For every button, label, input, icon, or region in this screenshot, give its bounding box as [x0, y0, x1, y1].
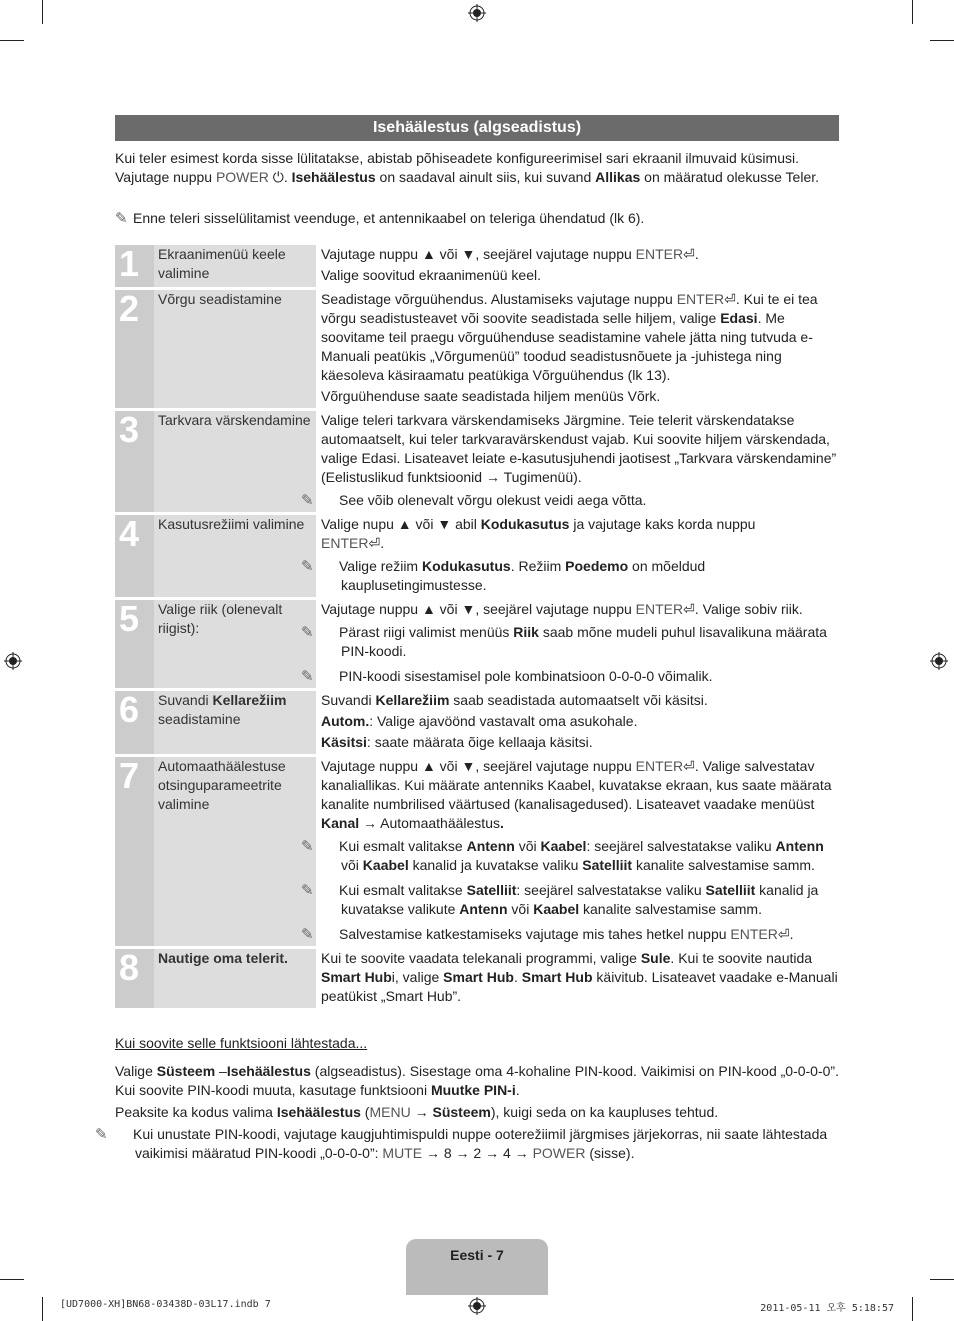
text: → Automaathäälestus — [359, 815, 500, 831]
text: Kellarežiim — [375, 692, 450, 708]
enter-button-text: ENTER — [635, 246, 684, 262]
registration-mark-icon — [468, 1297, 486, 1315]
text: ja vajutage kaks korda nuppu — [569, 516, 756, 532]
text: Isehäälestus — [276, 1104, 361, 1120]
crop-mark — [0, 1279, 24, 1280]
intro-paragraph — [115, 149, 839, 187]
step-label: Valige riik (olenevalt riigist): — [154, 600, 316, 688]
note-text: Enne teleri sisselülitamist veenduge, et antennikaabel on teleriga ühendatud (lk 6). — [133, 210, 645, 226]
text: või — [514, 838, 541, 854]
text: ( — [360, 1104, 370, 1120]
step-number: 3 — [115, 411, 154, 512]
section-title: Isehäälestus (algseadistus) — [115, 115, 839, 141]
step-number: 8 — [115, 949, 154, 1008]
text: Pärast riigi valimist menüüs — [339, 624, 514, 640]
registration-mark-icon — [4, 652, 22, 670]
step-number: 1 — [115, 245, 154, 287]
step-row — [115, 600, 839, 688]
text: Smart Hub — [521, 969, 593, 985]
text: → — [410, 1104, 433, 1120]
enter-button-text: ENTER — [321, 535, 369, 551]
text: Isehäälestus — [226, 1063, 311, 1079]
step-row — [115, 949, 839, 1008]
text: (algseadistus). Sisestage oma 4-kohaline PIN-kood. Vaikimisi on PIN-kood „0-0-0-0”. Kui soovite PIN-koodi muuta, kasutage funktsiooni — [115, 1063, 839, 1098]
text: Antenn — [459, 901, 508, 917]
text: Kui unustate PIN-koodi, vajutage kaugjuhtimispuldi nuppe ooterežiimil järgmises järjekorras, nii saate lähtestada vaikimisi määratud PIN-koodi „0-0-0-0”: — [133, 1126, 828, 1161]
text: või — [341, 857, 363, 873]
text: . — [694, 246, 699, 262]
text: Vajutage nuppu ▲ või ▼, seejärel vajutage nuppu — [321, 758, 636, 774]
text: Sule — [640, 950, 671, 966]
step-row — [115, 411, 839, 512]
text: Smart Hub — [321, 969, 392, 985]
text: : seejärel salvestatakse valiku — [516, 882, 706, 898]
text: Salvestamise katkestamiseks vajutage mis tahes hetkel nuppu — [339, 926, 731, 942]
text: PIN-koodi sisestamisel pole kombinatsioon 0-0-0-0 võimalik. — [339, 668, 713, 684]
text: . Kui te ei tea võrgu seadistusteavet või soovite seadistada selle hiljem, valige — [321, 291, 818, 326]
text: . Valige salvestatav kanaliallikas. Kui määrate antenniks Kaabel, kuvatakse ekraan, kus saate määrata kanalite numbrilised väärtused (kanalisagedused). Lisateavet vaadake menüüst — [321, 758, 832, 812]
text: Poedemo — [565, 558, 629, 574]
text: Edasi — [720, 310, 758, 326]
step-label: Tarkvara värskendamine — [154, 411, 316, 512]
text: kanalid ja kuvatakse valikute — [341, 882, 819, 917]
text: Kodukasutus — [422, 558, 511, 574]
reset-heading: Kui soovite selle funktsiooni lähtestada... — [115, 1035, 368, 1051]
step-number: 5 — [115, 600, 154, 688]
crop-mark — [912, 1297, 913, 1321]
text: (sisse). — [585, 1145, 635, 1161]
text: Suvandi — [321, 692, 376, 708]
registration-mark-icon — [930, 652, 948, 670]
crop-mark — [42, 0, 43, 24]
text: : Valige ajavöönd vastavalt oma asukohale. — [369, 713, 638, 729]
text: . Režiim — [510, 558, 566, 574]
text: Vajutage nuppu ▲ või ▼, seejärel vajutage nuppu — [321, 601, 636, 617]
crop-mark — [0, 40, 24, 41]
pencil-note-icon: ✎ — [301, 492, 314, 509]
enter-icon: ⏎ — [777, 926, 790, 942]
pencil-note-icon: ✎ — [301, 668, 314, 685]
text: Muutke PIN-i — [430, 1082, 516, 1098]
pencil-note-icon: ✎ — [301, 882, 314, 899]
text: Süsteem — [432, 1104, 491, 1120]
intro-text: . — [283, 169, 292, 185]
text: Valige soovitud ekraanimenüü keel. — [321, 267, 541, 283]
text: MUTE — [382, 1145, 423, 1161]
step-description — [316, 949, 839, 1008]
text: → 8 → 2 → 4 → — [422, 1145, 533, 1161]
text: Peaksite ka kodus valima — [115, 1104, 277, 1120]
intro-bold: Allikas — [595, 169, 641, 185]
crop-mark — [912, 0, 913, 24]
text: Satelliit — [582, 857, 633, 873]
text: käivitub. Lisateavet vaadake e-Manuali peatükist „Smart Hub”. — [321, 969, 838, 1004]
power-icon: ⏻ — [272, 169, 284, 185]
text: . — [380, 535, 385, 551]
text: Kaabel — [540, 838, 587, 854]
crop-mark — [42, 1297, 43, 1321]
text: Süsteem — [156, 1063, 216, 1079]
enter-button-text: ENTER — [635, 601, 684, 617]
text: Valige teleri tarkvara värskendamiseks Järgmine. Teie telerit värskendatakse automaatselt, kui teler tarkvaravärskendust vajab. Kui soovite hiljem värskendada, valige Edasi. Lisateavet leiate e-kasutusjuhendi jaotisest „Tarkvara värskendamine” (Eelistuslikud funktsioonid → Tugimenüü). — [321, 412, 837, 485]
text: Valige — [115, 1063, 157, 1079]
text: kanalid ja kuvatakse valiku — [408, 857, 583, 873]
text: Kaabel — [362, 857, 409, 873]
step-row — [115, 290, 839, 408]
text: Kellarežiim — [212, 692, 287, 708]
text: Suvandi — [158, 692, 213, 708]
enter-button-text: ENTER — [635, 758, 684, 774]
text: Kanal — [321, 815, 360, 831]
text: Smart Hub — [443, 969, 514, 985]
text: Antenn — [775, 838, 824, 854]
step-description — [316, 245, 839, 287]
step-label: Automaathäälestuse otsinguparameetrite valimine — [154, 757, 316, 946]
intro-text: Kui teler esimest korda sisse lülitatakse, abistab põhiseadete konfigureerimisel sari ekraanil ilmuvaid küsimusi. Vajutage nuppu — [115, 150, 799, 185]
power-button-text: POWER — [215, 169, 269, 185]
step-row — [115, 515, 839, 597]
step-row — [115, 691, 839, 754]
note-text: See võib olenevalt võrgu olekust veidi aega võtta. — [339, 492, 647, 508]
pencil-note-icon: ✎ — [301, 926, 314, 943]
print-slug-right: 2011-05-11 오후 5:18:57 — [760, 1303, 894, 1314]
step-label — [154, 691, 316, 754]
step-label: Ekraanimenüü keele valimine — [154, 245, 316, 287]
text: Vajutage nuppu ▲ või ▼, seejärel vajutage nuppu — [321, 246, 636, 262]
text: Võrguühenduse saate seadistada hiljem menüüs Võrk. — [321, 388, 661, 404]
step-description — [316, 290, 839, 408]
enter-icon: ⏎ — [683, 246, 695, 262]
text: : seejärel salvestatakse valiku — [586, 838, 776, 854]
page-number-tab: Eesti - 7 — [406, 1239, 548, 1295]
intro-bold: Isehäälestus — [291, 169, 376, 185]
step-description: Vajutage nuppu ▲ või ▼, seejärel vajutage nuppu ENTER⏎. Valige salvestatav kanaliallikas. Kui määrate antenniks Kaabel, kuvatakse ekraan, kus saate määrata kanalite numbrilised väärtused (kanalisagedused). Lisateavet vaadake menüüst Kanal → Automaathäälestus. ✎ Kui esmalt valitakse Antenn või Kaabel: seejärel salvestatakse valiku Antenn või Kaabel kanalid ja kuvatakse valiku Satelliit kanalite salvestamise samm. ✎ Kui esmalt valitakse Satelliit: seejärel salvestatakse valiku Satelliit kanalid ja kuvatakse valikute Antenn või Kaabel kanalite salvestamise samm. ✎ Salvestamise katkestamiseks vajutage mis tahes hetkel nuppu ENTER⏎. — [301, 758, 832, 943]
step-label: Võrgu seadistamine — [154, 290, 316, 408]
step-description — [301, 411, 839, 512]
text: . Me soovitame teil praegu võrguühenduse seadistamine vahele jätta ning tutvuda e-Manuali peatükis „Võrgumenüü” toodud seadistusnõuete ja -juhistega ning käesoleva käsiraamatu peatükiga Võrguühendus (lk 13). — [321, 310, 813, 383]
intro-text: on saadaval ainult siis, kui suvand — [375, 169, 596, 185]
text: saab seadistada automaatselt või käsitsi. — [449, 692, 708, 708]
pencil-note-icon: ✎ — [301, 838, 314, 855]
text: kanalite salvestamise samm. — [632, 857, 815, 873]
step-label: Kasutusrežiimi valimine — [154, 515, 316, 597]
step-row — [115, 757, 839, 946]
text: Satelliit — [705, 882, 756, 898]
step-description — [301, 600, 839, 688]
intro-note — [115, 209, 839, 228]
text: Kui esmalt valitakse — [339, 882, 467, 898]
text: : saate määrata õige kellaaja käsitsi. — [366, 734, 593, 750]
text: . Valige sobiv riik. — [694, 601, 803, 617]
enter-button-text: ENTER — [676, 291, 725, 307]
text: on mõeldud kauplusetingimustesse. — [341, 558, 706, 593]
text: või — [507, 901, 534, 917]
text: POWER — [532, 1145, 586, 1161]
text: saab mõne mudeli puhul lisavalikuna määrata PIN-koodi. — [341, 624, 827, 659]
text: . — [513, 969, 522, 985]
crop-mark — [930, 1279, 954, 1280]
text: Valige režiim — [339, 558, 422, 574]
text: . Kui te soovite nautida — [670, 950, 813, 966]
step-number: 2 — [115, 290, 154, 408]
text: ), kuigi seda on ka kaupluses tehtud. — [490, 1104, 719, 1120]
text: Satelliit — [466, 882, 517, 898]
crop-mark — [930, 40, 954, 41]
text: Seadistage võrguühendus. Alustamiseks vajutage nuppu — [321, 291, 677, 307]
print-slug-left: [UD7000-XH]BN68-03438D-03L17.indb 7 — [60, 1299, 271, 1310]
step-label — [154, 949, 316, 1008]
enter-button-text: ENTER — [730, 926, 778, 942]
text: i, valige — [391, 969, 444, 985]
reset-section: Valige Süsteem –Isehäälestus (algseadistus). Sisestage oma 4-kohaline PIN-kood. Vaikimisi on PIN-kood „0-0-0-0”. Kui soovite PIN-koodi muuta, kasutage funktsiooni Muutke PIN-i. Peaksite ka kodus valima Isehäälestus (MENU → Süsteem), kuigi seda on ka kaupluses tehtud. ✎ Kui unustate PIN-koodi, vajutage kaugjuhtimispuldi nuppe ooterežiimil järgmises järjekorras, nii saate lähtestada vaikimisi määratud PIN-koodi „0-0-0-0”: MUTE → 8 → 2 → 4 → POWER (sisse). — [95, 1063, 839, 1161]
step-number: 4 — [115, 515, 154, 597]
step-row — [115, 245, 839, 287]
registration-mark-icon — [468, 4, 486, 22]
text: Antenn — [466, 838, 515, 854]
text: Käsitsi — [321, 734, 367, 750]
enter-icon: ⏎ — [683, 758, 695, 774]
text: Autom. — [321, 713, 370, 729]
intro-text: on määratud olekusse Teler. — [640, 169, 820, 185]
text: Riik — [513, 624, 539, 640]
step-number: 7 — [115, 757, 154, 946]
text: Kodukasutus — [480, 516, 570, 532]
enter-icon: ⏎ — [368, 535, 381, 551]
text: kanalite salvestamise samm. — [579, 901, 762, 917]
enter-icon: ⏎ — [683, 601, 695, 617]
pencil-note-icon: ✎ — [301, 624, 314, 641]
text: Kui esmalt valitakse — [339, 838, 467, 854]
step-number: 6 — [115, 691, 154, 754]
text: MENU — [369, 1104, 411, 1120]
text: Nautige oma telerit. — [158, 950, 288, 966]
pencil-note-icon: ✎ — [95, 1126, 108, 1143]
step-description — [301, 515, 839, 597]
text: seadistamine — [158, 711, 241, 727]
text: – — [215, 1063, 227, 1079]
text: Kaabel — [533, 901, 580, 917]
enter-icon: ⏎ — [724, 291, 736, 307]
pencil-note-icon: ✎ — [115, 210, 128, 227]
text: Kui te soovite vaadata telekanali programmi, valige — [321, 950, 641, 966]
step-description — [316, 691, 839, 754]
pencil-note-icon: ✎ — [301, 558, 314, 575]
steps-table — [115, 242, 839, 1011]
text: Valige nupu ▲ või ▼ abil — [321, 516, 481, 532]
